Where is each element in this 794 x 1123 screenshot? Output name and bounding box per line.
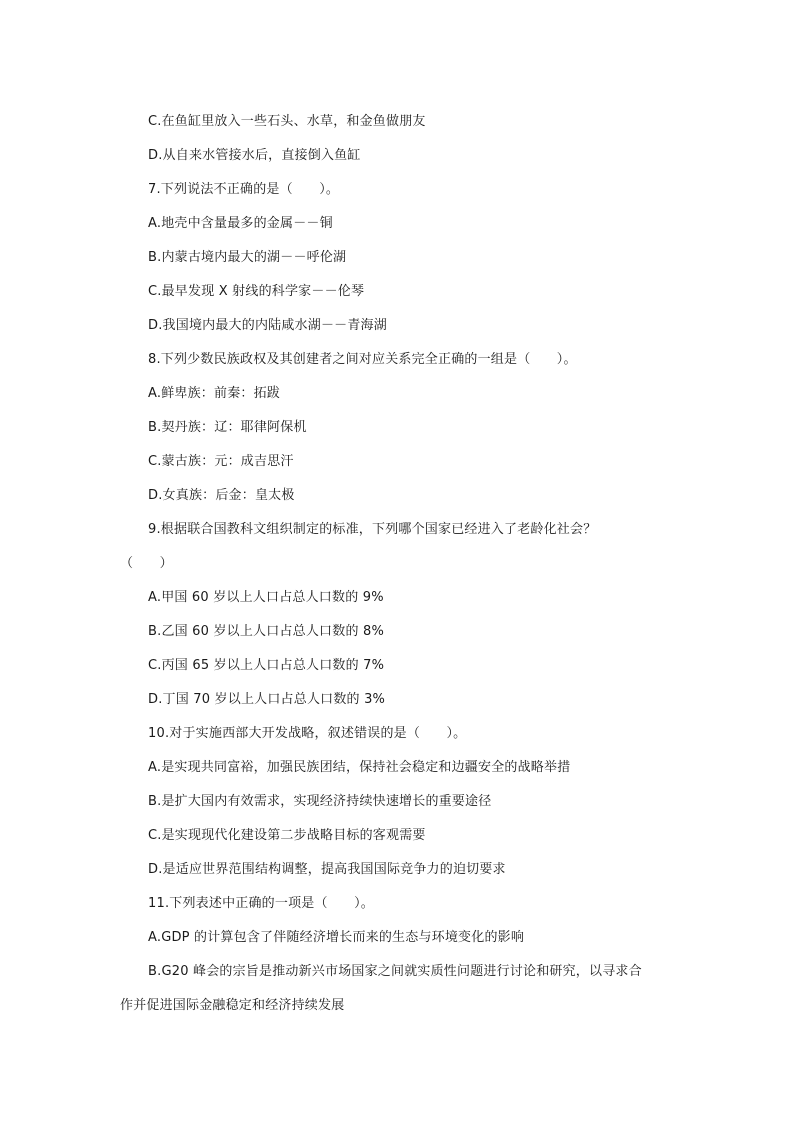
option-line: A.甲国 60 岁以上人口占总人口数的 9% xyxy=(148,590,384,605)
question-line: 7.下列说法不正确的是（ ）。 xyxy=(148,182,340,197)
option-line: D.丁国 70 岁以上人口占总人口数的 3% xyxy=(148,692,386,707)
option-line: D.我国境内最大的内陆咸水湖－－青海湖 xyxy=(148,318,387,333)
question-line: 10.对于实施西部大开发战略，叙述错误的是（ ）。 xyxy=(148,726,467,741)
option-line: C.在鱼缸里放入一些石头、水草，和金鱼做朋友 xyxy=(148,114,426,129)
option-line: C.是实现现代化建设第二步战略目标的客观需要 xyxy=(148,828,426,843)
option-line: A.GDP 的计算包含了伴随经济增长而来的生态与环境变化的影响 xyxy=(148,930,525,945)
option-line: B.契丹族：辽：耶律阿保机 xyxy=(148,420,307,435)
option-line: A.是实现共同富裕，加强民族团结，保持社会稳定和边疆安全的战略举措 xyxy=(148,760,571,775)
option-line: B.G20 峰会的宗旨是推动新兴市场国家之间就实质性问题进行讨论和研究，以寻求合 xyxy=(148,964,642,979)
option-line: C.丙国 65 岁以上人口占总人口数的 7% xyxy=(148,658,385,673)
option-line: A.鲜卑族：前秦：拓跋 xyxy=(148,386,280,401)
question-line: 9.根据联合国教科文组织制定的标准，下列哪个国家已经进入了老龄化社会？ xyxy=(148,522,597,537)
option-line: C.蒙古族：元：成吉思汗 xyxy=(148,454,294,469)
option-line: D.是适应世界范围结构调整，提高我国国际竞争力的迫切要求 xyxy=(148,862,506,877)
option-line: C.最早发现 X 射线的科学家－－伦琴 xyxy=(148,284,365,299)
question-line: 8.下列少数民族政权及其创建者之间对应关系完全正确的一组是（ ）。 xyxy=(148,352,577,367)
option-line: B.内蒙古境内最大的湖－－呼伦湖 xyxy=(148,250,347,265)
option-line: B.是扩大国内有效需求，实现经济持续快速增长的重要途径 xyxy=(148,794,492,809)
option-line: D.女真族：后金：皇太极 xyxy=(148,488,295,503)
question-line: 11.下列表述中正确的一项是（ ）。 xyxy=(148,896,374,911)
question-line-continued: （ ） xyxy=(120,556,173,571)
option-line-continued: 作并促进国际金融稳定和经济持续发展 xyxy=(120,998,345,1013)
option-line: B.乙国 60 岁以上人口占总人口数的 8% xyxy=(148,624,385,639)
option-line: A.地壳中含量最多的金属－－铜 xyxy=(148,216,333,231)
option-line: D.从自来水管接水后，直接倒入鱼缸 xyxy=(148,148,361,163)
